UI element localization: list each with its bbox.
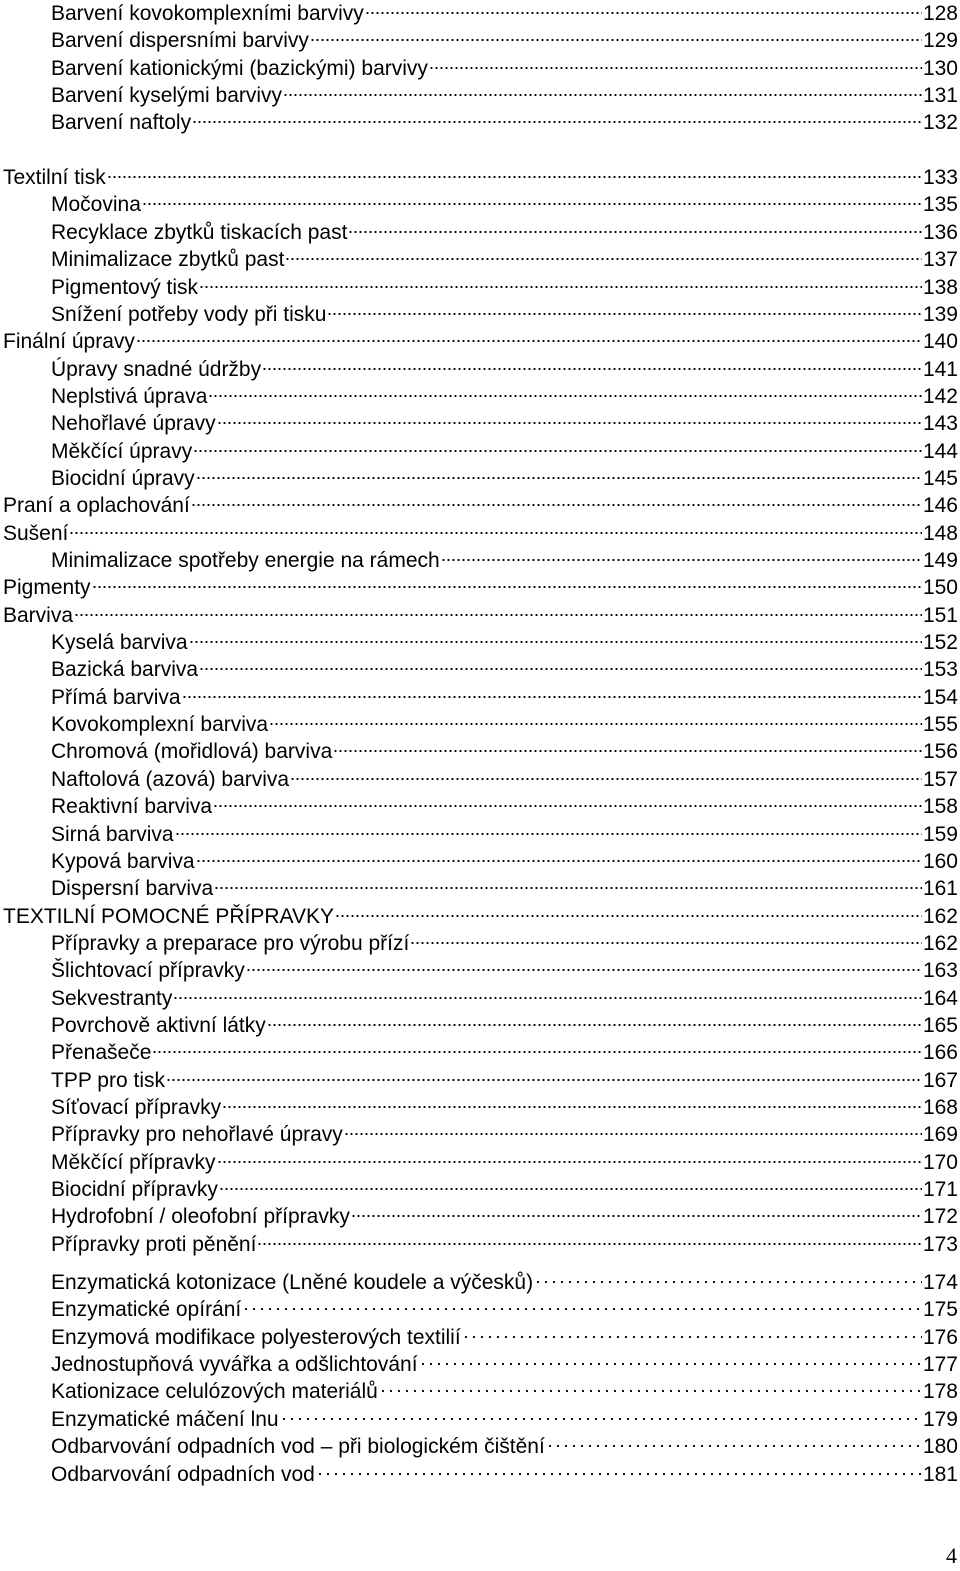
toc-entry-page: 137: [922, 248, 958, 271]
toc-entry-page: 128: [922, 2, 958, 25]
toc-entry-title: Odbarvování odpadních vod – při biologickém čištění: [51, 1435, 545, 1458]
dot-leader: [196, 476, 922, 480]
toc-entry[interactable]: [0, 164, 958, 191]
toc-entry-title: Neplstivá úprava: [51, 385, 208, 408]
dot-leader: [283, 93, 922, 97]
dot-leader: [285, 257, 922, 261]
toc-entry[interactable]: [0, 1067, 958, 1094]
toc-entry-page: 169: [922, 1123, 958, 1146]
toc-entry[interactable]: [0, 602, 958, 629]
dot-leader: [217, 1160, 922, 1164]
toc-entry[interactable]: [0, 738, 958, 765]
toc-entry[interactable]: [0, 1039, 958, 1066]
toc-entry[interactable]: [0, 1296, 958, 1323]
dot-leader: [267, 1023, 922, 1027]
dot-leader: [290, 777, 922, 781]
toc-entry-title: Finální úpravy: [3, 330, 135, 353]
toc-entry-page: 129: [922, 29, 958, 52]
toc-entry-page: 148: [922, 522, 958, 545]
toc-entry[interactable]: [0, 520, 958, 547]
dot-leader: [280, 1417, 922, 1421]
toc-entry-title: Kationizace celulózových materiálů: [51, 1380, 378, 1403]
toc-entry[interactable]: [0, 492, 958, 519]
toc-entry-page: 135: [922, 193, 958, 216]
dot-leader: [189, 640, 922, 644]
toc-entry-title: Barvení kationickými (bazickými) barvivy: [51, 57, 428, 80]
toc-entry[interactable]: [0, 985, 958, 1012]
toc-entry[interactable]: [0, 0, 958, 27]
dot-leader: [182, 695, 922, 699]
toc-entry-title: Biocidní úpravy: [51, 467, 195, 490]
dot-leader: [327, 312, 921, 316]
toc-entry-title: Měkčící přípravky: [51, 1151, 216, 1174]
toc-entry[interactable]: [0, 711, 958, 738]
toc-entry-title: Jednostupňová vyvářka a odšlichtování: [51, 1353, 418, 1376]
toc-entry-page: 167: [922, 1069, 958, 1092]
toc-entry-page: 166: [922, 1041, 958, 1064]
dot-leader: [333, 749, 922, 753]
toc-entry-title: Přípravky proti pěnění: [51, 1233, 257, 1256]
toc-entry-page: 178: [922, 1380, 958, 1403]
toc-entry[interactable]: [0, 1378, 958, 1405]
toc-entry-page: 180: [922, 1435, 958, 1458]
toc-entry-title: Naftolová (azová) barviva: [51, 768, 290, 791]
toc-entry-page: 170: [922, 1151, 958, 1174]
toc-entry-title: Síťovací přípravky: [51, 1096, 222, 1119]
toc-entry[interactable]: [0, 219, 958, 246]
toc-entry-title: TPP pro tisk: [51, 1069, 165, 1092]
dot-leader: [429, 66, 922, 70]
dot-leader: [214, 886, 922, 890]
toc-entry-page: 155: [922, 713, 958, 736]
toc-entry[interactable]: [0, 656, 958, 683]
toc-entry-page: 145: [922, 467, 958, 490]
toc-entry[interactable]: [0, 1269, 958, 1296]
toc-entry[interactable]: [0, 1012, 958, 1039]
toc-entry-page: 136: [922, 221, 958, 244]
dot-leader: [348, 230, 922, 234]
dot-leader: [208, 394, 922, 398]
toc-entry-title: Močovina: [51, 193, 141, 216]
toc-entry[interactable]: [0, 383, 958, 410]
toc-entry[interactable]: [0, 1149, 958, 1176]
toc-entry-page: 142: [922, 385, 958, 408]
toc-entry[interactable]: [0, 246, 958, 273]
toc-entry-page: 172: [922, 1205, 958, 1228]
toc-entry[interactable]: [0, 1094, 958, 1121]
toc-entry-page: 138: [922, 276, 958, 299]
toc-entry-page: 152: [922, 631, 958, 654]
toc-entry[interactable]: [0, 821, 958, 848]
toc-entry-title: Chromová (mořidlová) barviva: [51, 740, 333, 763]
page-number: 4: [946, 1543, 957, 1568]
toc-entry-title: Úpravy snadné údržby: [51, 358, 262, 381]
toc-entry-page: 174: [922, 1271, 958, 1294]
toc-entry[interactable]: [0, 684, 958, 711]
toc-entry-title: Přenašeče: [51, 1041, 152, 1064]
dot-leader: [441, 558, 922, 562]
dot-leader: [196, 859, 922, 863]
toc-entry[interactable]: [0, 766, 958, 793]
dot-leader: [107, 175, 922, 179]
toc-entry-title: TEXTILNÍ POMOCNÉ PŘÍPRAVKY: [3, 905, 335, 928]
toc-entry[interactable]: [0, 848, 958, 875]
toc-entry[interactable]: [0, 1461, 958, 1488]
toc-entry-page: 162: [922, 932, 958, 955]
toc-entry-title: Barvení kovokomplexními barvivy: [51, 2, 364, 25]
toc-entry-title: Praní a oplachování: [3, 494, 190, 517]
toc-entry[interactable]: [0, 1176, 958, 1203]
toc-entry[interactable]: [0, 1324, 958, 1351]
toc-entry[interactable]: [0, 410, 958, 437]
toc-entry[interactable]: [0, 1203, 958, 1230]
toc-entry-page: 168: [922, 1096, 958, 1119]
toc-entry-page: 158: [922, 795, 958, 818]
toc-entry-title: Šlichtovací přípravky: [51, 959, 245, 982]
toc-entry-title: Snížení potřeby vody při tisku: [51, 303, 327, 326]
toc-entry[interactable]: [0, 903, 958, 930]
dot-leader: [351, 1214, 922, 1218]
toc-entry-page: 176: [922, 1326, 958, 1349]
toc-entry-page: 144: [922, 440, 958, 463]
toc-entry[interactable]: [0, 328, 958, 355]
toc-entry-page: 163: [922, 959, 958, 982]
dot-leader: [199, 285, 922, 289]
dot-leader: [92, 585, 922, 589]
toc-entry[interactable]: [0, 1121, 958, 1148]
toc-entry-title: Bazická barviva: [51, 658, 199, 681]
toc-entry-title: Enzymová modifikace polyesterových textilií: [51, 1326, 461, 1349]
toc-entry-title: Povrchově aktivní látky: [51, 1014, 266, 1037]
toc-entry-page: 141: [922, 358, 958, 381]
dot-leader: [310, 38, 922, 42]
toc-entry-title: Textilní tisk: [3, 166, 106, 189]
toc-entry[interactable]: [0, 274, 958, 301]
toc-entry-title: Měkčící úpravy: [51, 440, 193, 463]
dot-leader: [344, 1132, 922, 1136]
toc-entry-title: Kyselá barviva: [51, 631, 188, 654]
toc-entry-page: 173: [922, 1233, 958, 1256]
dot-leader: [136, 339, 922, 343]
dot-leader: [166, 1078, 922, 1082]
toc-entry[interactable]: [0, 356, 958, 383]
toc-entry-page: 143: [922, 412, 958, 435]
toc-entry-title: Přípravky a preparace pro výrobu přízí: [51, 932, 410, 955]
dot-leader: [316, 1472, 922, 1476]
toc-entry-page: 154: [922, 686, 958, 709]
dot-leader: [191, 503, 922, 507]
toc-entry[interactable]: [0, 547, 958, 574]
toc-entry-page: 139: [922, 303, 958, 326]
dot-leader: [217, 421, 922, 425]
dot-leader: [74, 613, 922, 617]
toc-entry-page: 164: [922, 987, 958, 1010]
dot-leader: [242, 1307, 922, 1311]
toc-entry-title: Sirná barviva: [51, 823, 174, 846]
dot-leader: [142, 202, 922, 206]
dot-leader: [410, 941, 922, 945]
toc-entry-page: 177: [922, 1353, 958, 1376]
toc-entry[interactable]: [0, 109, 958, 136]
toc-entry-title: Odbarvování odpadních vod: [51, 1463, 315, 1486]
toc-entry-page: 157: [922, 768, 958, 791]
toc-entry-title: Barviva: [3, 604, 74, 627]
toc-entry-title: Dispersní barviva: [51, 877, 214, 900]
dot-leader: [213, 804, 922, 808]
toc-entry[interactable]: [0, 191, 958, 218]
toc-entry[interactable]: [0, 301, 958, 328]
toc-entry[interactable]: [0, 82, 958, 109]
toc-entry-page: 156: [922, 740, 958, 763]
toc-entry-title: Minimalizace zbytků past: [51, 248, 285, 271]
dot-leader: [193, 449, 922, 453]
toc-entry-page: 175: [922, 1298, 958, 1321]
toc-entry-title: Nehořlavé úpravy: [51, 412, 216, 435]
toc-entry[interactable]: [0, 55, 958, 82]
toc-entry-title: Kovokomplexní barviva: [51, 713, 269, 736]
toc-entry-title: Barvení naftoly: [51, 111, 192, 134]
dot-leader: [219, 1187, 922, 1191]
toc-entry[interactable]: [0, 1231, 958, 1258]
toc-entry[interactable]: [0, 27, 958, 54]
toc-entry-title: Enzymatická kotonizace (Lněné koudele a výčesků): [51, 1271, 534, 1294]
toc-entry-title: Biocidní přípravky: [51, 1178, 218, 1201]
toc-entry-page: 160: [922, 850, 958, 873]
toc-entry-page: 159: [922, 823, 958, 846]
toc-entry[interactable]: [0, 1351, 958, 1378]
dot-leader: [269, 722, 922, 726]
toc-entry-title: Recyklace zbytků tiskacích past: [51, 221, 348, 244]
toc-entry-page: 146: [922, 494, 958, 517]
dot-leader: [379, 1389, 922, 1393]
dot-leader: [257, 1242, 922, 1246]
toc-entry-title: Enzymatické opírání: [51, 1298, 242, 1321]
toc-entry-title: Přípravky pro nehořlavé úpravy: [51, 1123, 343, 1146]
toc-entry-title: Sekvestranty: [51, 987, 173, 1010]
toc-entry[interactable]: [0, 957, 958, 984]
dot-leader: [365, 11, 922, 15]
toc-entry-title: Sušení: [3, 522, 69, 545]
toc-entry-page: 133: [922, 166, 958, 189]
toc-entry-page: 162: [922, 905, 958, 928]
toc-entry-page: 153: [922, 658, 958, 681]
dot-leader: [69, 531, 922, 535]
toc-entry-title: Barvení dispersními barvivy: [51, 29, 309, 52]
toc-entry-page: 132: [922, 111, 958, 134]
toc-entry-title: Enzymatické máčení lnu: [51, 1408, 279, 1431]
toc-entry-page: 149: [922, 549, 958, 572]
dot-leader: [199, 667, 922, 671]
dot-leader: [246, 968, 922, 972]
toc-entry-page: 161: [922, 877, 958, 900]
toc-entry[interactable]: [0, 793, 958, 820]
toc-entry-title: Pigmentový tisk: [51, 276, 199, 299]
dot-leader: [419, 1362, 922, 1366]
toc-entry-page: 181: [922, 1463, 958, 1486]
toc-entry-title: Pigmenty: [3, 576, 91, 599]
toc-entry-title: Přímá barviva: [51, 686, 181, 709]
toc-entry-title: Barvení kyselými barvivy: [51, 84, 283, 107]
toc-entry-title: Kypová barviva: [51, 850, 195, 873]
toc-entry-page: 130: [922, 57, 958, 80]
toc-entry-page: 131: [922, 84, 958, 107]
toc-entry[interactable]: [0, 438, 958, 465]
dot-leader: [152, 1050, 922, 1054]
dot-leader: [173, 996, 922, 1000]
toc-entry-page: 179: [922, 1408, 958, 1431]
toc-entry[interactable]: [0, 875, 958, 902]
dot-leader: [222, 1105, 922, 1109]
dot-leader: [192, 120, 922, 124]
toc-entry[interactable]: [0, 574, 958, 601]
toc-entry[interactable]: [0, 629, 958, 656]
toc-entry-page: 171: [922, 1178, 958, 1201]
toc-entry[interactable]: [0, 1406, 958, 1433]
toc-entry-title: Minimalizace spotřeby energie na rámech: [51, 549, 440, 572]
toc-entry-title: Reaktivní barviva: [51, 795, 213, 818]
dot-leader: [335, 914, 922, 918]
dot-leader: [175, 832, 922, 836]
toc-entry-page: 151: [922, 604, 958, 627]
toc-entry[interactable]: [0, 465, 958, 492]
dot-leader: [262, 367, 922, 371]
dot-leader: [534, 1280, 922, 1284]
toc-entry[interactable]: [0, 930, 958, 957]
toc-entry[interactable]: [0, 1433, 958, 1460]
toc-entry-title: Hydrofobní / oleofobní přípravky: [51, 1205, 350, 1228]
dot-leader: [462, 1335, 922, 1339]
toc-entry-page: 165: [922, 1014, 958, 1037]
toc-entry-page: 150: [922, 576, 958, 599]
toc-entry-page: 140: [922, 330, 958, 353]
dot-leader: [546, 1444, 922, 1448]
